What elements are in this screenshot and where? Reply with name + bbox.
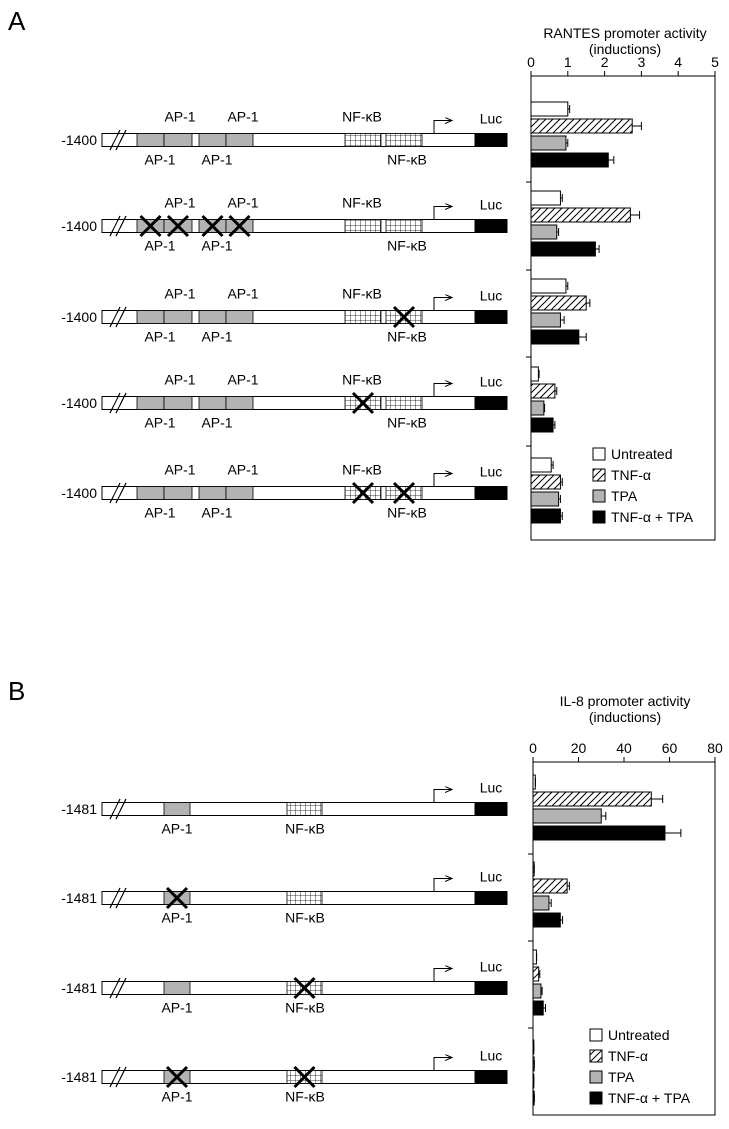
promoter-position-label: -1400 [61,395,97,411]
bar-untreated [531,279,566,293]
x-tick-label: 3 [637,54,646,70]
ap1-label: AP-1 [227,461,259,478]
nfkb-site [386,397,422,410]
legend-swatch [590,1029,602,1041]
nfkb-site [386,220,422,233]
ap1-label: AP-1 [144,237,176,254]
luc-label: Luc [479,868,503,885]
ap1-label: AP-1 [164,194,196,211]
nfkb-site [345,220,381,233]
ap1-site [164,311,192,324]
bar-untreated [533,950,536,964]
legend-swatch [593,448,605,460]
ap1-label: AP-1 [227,108,259,125]
bar-tnf-tpa [531,153,608,167]
ap1-label: AP-1 [227,194,259,211]
ap1-label: AP-1 [144,414,176,431]
construct-4 [61,1048,507,1105]
bar-tpa [533,896,549,910]
legend [590,1027,691,1106]
ap1-site [226,134,253,147]
legend-label: TPA [611,488,638,504]
panel-b [8,676,723,1115]
nfkb-label: NF-κB [285,909,325,926]
luc-label: Luc [479,1047,503,1064]
ap1-label: AP-1 [201,414,233,431]
ap1-site [137,311,164,324]
bar-tnf-tpa [531,509,560,523]
nfkb-label: NF-κB [285,1088,325,1105]
luc-label: Luc [479,110,503,127]
construct-3 [61,286,507,345]
bar-tpa [531,401,544,415]
bar-tnf- [531,208,630,222]
nfkb-site [386,134,422,147]
ap1-site [164,803,190,816]
bar-untreated [531,102,568,116]
ap1-label: AP-1 [161,1088,193,1105]
nfkb-label: NF-κB [342,461,382,478]
nfkb-label: NF-κB [387,414,427,431]
ap1-label: AP-1 [227,285,259,302]
luc-label: Luc [479,196,503,213]
bar-tpa [533,984,541,998]
nfkb-label: NF-κB [285,999,325,1016]
legend-label: TPA [608,1069,635,1085]
construct-3 [61,959,507,1016]
transcription-start-arrow [434,1058,452,1071]
luc-label: Luc [479,779,503,796]
nfkb-label: NF-κB [342,108,382,125]
construct-5 [61,462,507,521]
bar-tpa [531,136,566,150]
nfkb-site [345,134,381,147]
bar-tpa [533,809,601,823]
ap1-label: AP-1 [161,909,193,926]
ap1-site [137,134,164,147]
promoter-position-label: -1400 [61,309,97,325]
construct-2 [61,869,507,926]
nfkb-label: NF-κB [342,371,382,388]
ap1-site [137,397,164,410]
nfkb-label: NF-κB [285,820,325,837]
chart-title: IL-8 promoter activity [559,693,691,709]
bar-tnf- [531,384,555,398]
legend-swatch [590,1092,602,1104]
chart-title: (inductions) [588,41,662,57]
luc-box [475,311,507,324]
transcription-start-arrow [434,298,452,311]
panel-a [8,6,719,540]
ap1-site [164,982,190,995]
ap1-label: AP-1 [144,504,176,521]
nfkb-label: NF-κB [342,285,382,302]
legend-swatch [590,1071,602,1083]
luc-label: Luc [479,958,503,975]
bar-untreated [533,775,535,789]
x-tick-label: 5 [711,54,719,70]
legend-swatch [593,469,605,481]
x-tick-label: 2 [600,54,609,70]
legend-label: TNF-α [608,1048,648,1064]
ap1-site [226,397,253,410]
ap1-label: AP-1 [201,504,233,521]
promoter-position-label: -1481 [61,890,97,906]
luc-box [475,803,507,816]
bar-tpa [531,492,559,506]
ap1-site [164,397,192,410]
ap1-site [199,397,226,410]
ap1-site [164,134,192,147]
ap1-site [199,311,226,324]
x-tick-label: 20 [570,740,587,756]
bar-tnf- [531,475,560,489]
bar-untreated [531,191,560,205]
transcription-start-arrow [434,207,452,220]
bar-tnf-tpa [533,826,665,840]
transcription-start-arrow [434,790,452,803]
construct-1 [61,780,507,837]
nfkb-label: NF-κB [387,151,427,168]
ap1-label: AP-1 [201,328,233,345]
legend-swatch [593,511,605,523]
bar-untreated [531,458,551,472]
legend-label: TNF-α + TPA [608,1090,691,1106]
luc-label: Luc [479,373,503,390]
legend-label: Untreated [611,446,673,462]
x-tick-label: 0 [527,54,535,70]
transcription-start-arrow [434,384,452,397]
bar-tnf-tpa [531,330,579,344]
nfkb-label: NF-κB [387,237,427,254]
transcription-start-arrow [434,879,452,892]
ap1-site [137,487,164,500]
ap1-label: AP-1 [227,371,259,388]
panel-letter: B [8,676,26,706]
nfkb-site [287,892,322,905]
transcription-start-arrow [434,969,452,982]
construct-4 [61,372,507,431]
legend-swatch [593,490,605,502]
legend-label: TNF-α [611,467,651,483]
luc-box [475,487,507,500]
promoter-position-label: -1481 [61,1069,97,1085]
nfkb-site [345,311,381,324]
bar-tnf- [533,879,567,893]
x-tick-label: 1 [563,54,572,70]
promoter-position-label: -1400 [61,218,97,234]
transcription-start-arrow [434,474,452,487]
ap1-label: AP-1 [144,151,176,168]
chart-title: RANTES promoter activity [543,25,707,41]
luc-box [475,892,507,905]
ap1-label: AP-1 [201,237,233,254]
bar-untreated [531,367,538,381]
bar-tnf- [533,792,651,806]
ap1-label: AP-1 [161,999,193,1016]
bar-chart [526,25,719,540]
ap1-site [164,487,192,500]
nfkb-label: NF-κB [342,194,382,211]
bar-tpa [531,225,557,239]
ap1-label: AP-1 [201,151,233,168]
bar-tnf- [531,119,632,133]
nfkb-label: NF-κB [387,328,427,345]
bar-tnf- [533,967,539,981]
ap1-site [199,134,226,147]
bar-tnf-tpa [533,1001,543,1015]
luc-box [475,134,507,147]
chart-title: (inductions) [588,709,662,725]
x-tick-label: 40 [616,740,632,756]
transcription-start-arrow [434,121,452,134]
ap1-site [226,487,253,500]
ap1-label: AP-1 [144,328,176,345]
nfkb-site [287,803,322,816]
promoter-position-label: -1400 [61,132,97,148]
bar-tnf-tpa [531,242,595,256]
luc-box [475,1071,507,1084]
bar-tnf- [531,296,586,310]
legend [593,446,694,525]
luc-box [475,220,507,233]
ap1-label: AP-1 [164,108,196,125]
luc-box [475,982,507,995]
legend-label: TNF-α + TPA [611,509,694,525]
ap1-site [226,311,253,324]
legend-label: Untreated [608,1027,670,1043]
ap1-label: AP-1 [161,820,193,837]
construct-1 [61,109,507,168]
nfkb-label: NF-κB [387,504,427,521]
bar-tpa [531,313,560,327]
luc-label: Luc [479,287,503,304]
ap1-label: AP-1 [164,285,196,302]
ap1-site [199,487,226,500]
x-tick-label: 4 [674,54,683,70]
bar-chart [528,693,723,1115]
promoter-position-label: -1481 [61,980,97,996]
x-tick-label: 60 [661,740,678,756]
promoter-position-label: -1481 [61,801,97,817]
bar-tnf-tpa [531,418,553,432]
panel-letter: A [8,6,26,36]
luc-label: Luc [479,463,503,480]
ap1-label: AP-1 [164,461,196,478]
x-tick-label: 0 [529,740,537,756]
bar-tnf-tpa [533,913,560,927]
construct-2 [61,195,507,254]
x-tick-label: 80 [707,740,723,756]
legend-swatch [590,1050,602,1062]
ap1-label: AP-1 [164,371,196,388]
luc-box [475,397,507,410]
promoter-position-label: -1400 [61,485,97,501]
